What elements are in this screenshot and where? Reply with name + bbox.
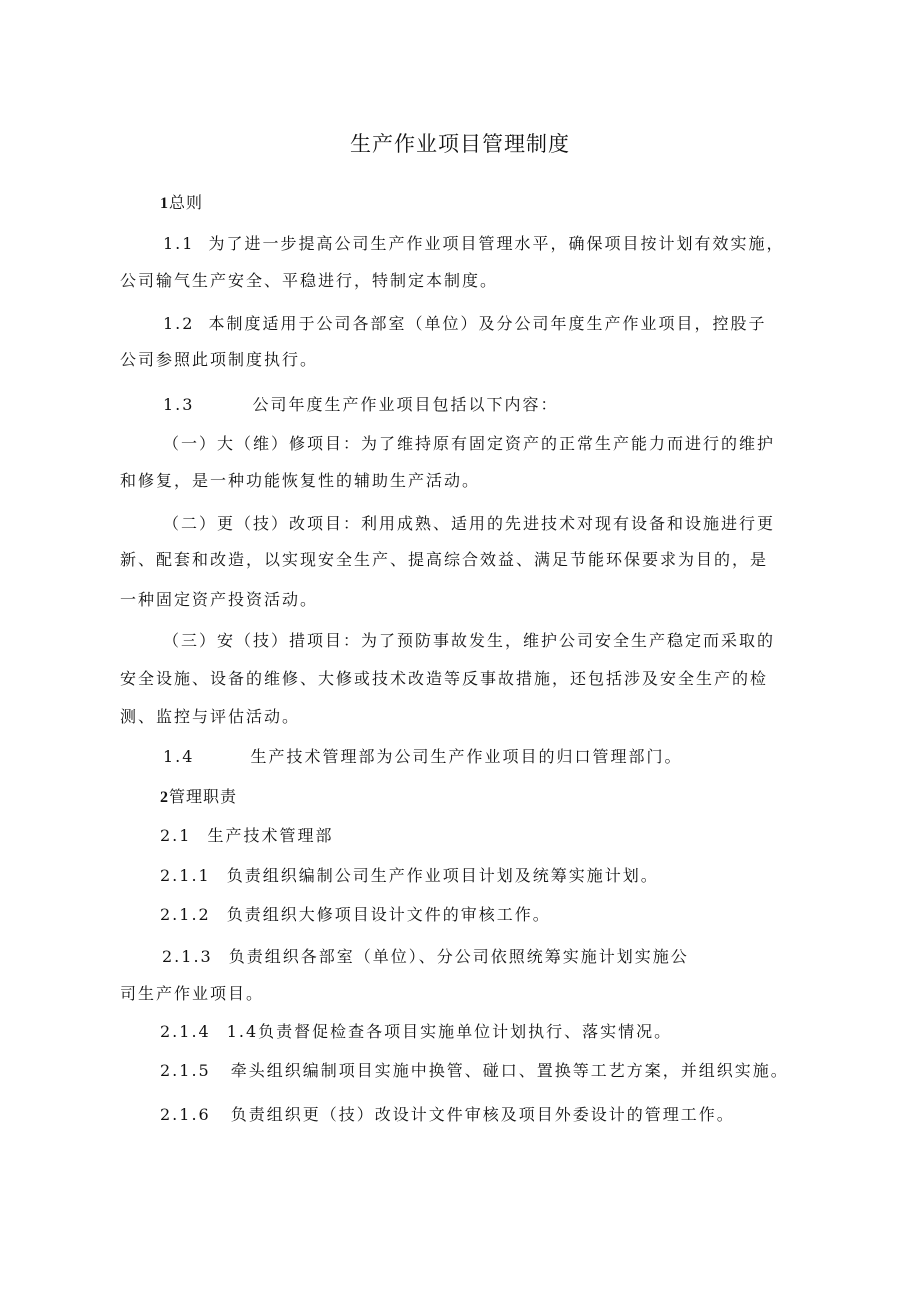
clause-number: 1.1 [163,234,195,253]
clause-text: 牵头组织编制项目实施中换管、碰口、置换等工艺方案，并组织实施。 [230,1061,789,1080]
clause-number: 2.1.5 [160,1061,211,1080]
paragraph-1-2-line-2: 公司参照此项制度执行。 [120,350,319,369]
item-1-line-1: （一）大（维）修项目：为了维持原有固定资产的正常生产能力而进行的维护 [163,434,776,453]
paragraph-2-1 [160,825,333,847]
clause-number: 2.1.6 [160,1105,211,1124]
paragraph-2-1-6 [160,1104,735,1126]
paragraph-1-2-line-1 [163,313,766,335]
clause-number: 2.1.3 [162,947,213,966]
clause-text: 生产技术管理部为公司生产作业项目的归口管理部门。 [250,747,683,766]
clause-text: 1.4负责督促检查各项目实施单位计划执行、落实情况。 [226,1022,673,1041]
clause-number: 1.2 [163,314,195,333]
paragraph-2-1-2 [160,904,551,926]
clause-number: 2.1.2 [160,905,211,924]
clause-text: 负责组织大修项目设计文件的审核工作。 [226,905,551,924]
clause-text: 生产技术管理部 [207,826,334,845]
clause-text: 公司年度生产作业项目包括以下内容： [252,395,559,414]
document-title: 生产作业项目管理制度 [350,132,570,156]
paragraph-2-1-4 [160,1021,672,1043]
clause-text: 负责组织各部室（单位）、分公司依照统筹实施计划实施公 [228,947,689,966]
section-title: 管理职责 [169,787,238,806]
paragraph-2-1-1 [160,865,659,887]
section-number: 1 [160,195,169,212]
item-3-line-3: 测、监控与评估活动。 [120,707,301,726]
paragraph-2-1-3-line-2: 司生产作业项目。 [120,984,265,1003]
section-heading-responsibilities [160,786,237,809]
clause-number: 2.1.4 [160,1022,211,1041]
paragraph-2-1-3-line-1 [162,946,689,968]
paragraph-2-1-5 [160,1060,789,1082]
section-number: 2 [160,789,169,806]
item-3-line-2: 安全设施、设备的维修、大修或技术改造等反事故措施，还包括涉及安全生产的检 [120,669,769,688]
item-2-line-3: 一种固定资产投资活动。 [120,590,319,609]
clause-number: 1.3 [163,395,195,414]
clause-text: 负责组织编制公司生产作业项目计划及统筹实施计划。 [226,866,659,885]
item-2-line-1: （二）更（技）改项目：利用成熟、适用的先进技术对现有设备和设施进行更 [163,514,776,533]
item-2-line-2: 新、配套和改造，以实现安全生产、提高综合效益、满足节能环保要求为目的，是 [120,550,769,569]
section-heading-general [160,192,203,215]
clause-number: 2.1.1 [160,866,211,885]
paragraph-1-1-line-1 [163,233,784,255]
clause-number: 2.1 [160,826,192,845]
clause-text: 负责组织更（技）改设计文件审核及项目外委设计的管理工作。 [230,1105,735,1124]
item-3-line-1: （三）安（技）措项目：为了预防事故发生，维护公司安全生产稳定而采取的 [163,631,776,650]
clause-number: 1.4 [163,747,195,766]
clause-text: 本制度适用于公司各部室（单位）及分公司年度生产作业项目，控股子 [208,314,767,333]
clause-text: 为了进一步提高公司生产作业项目管理水平，确保项目按计划有效实施， [208,234,785,253]
section-title: 总则 [169,193,204,212]
paragraph-1-1-line-2: 公司输气生产安全、平稳进行，特制定本制度。 [120,271,499,290]
paragraph-1-3 [163,394,558,416]
paragraph-1-4 [163,746,682,768]
item-1-line-2: 和修复，是一种功能恢复性的辅助生产活动。 [120,471,481,490]
